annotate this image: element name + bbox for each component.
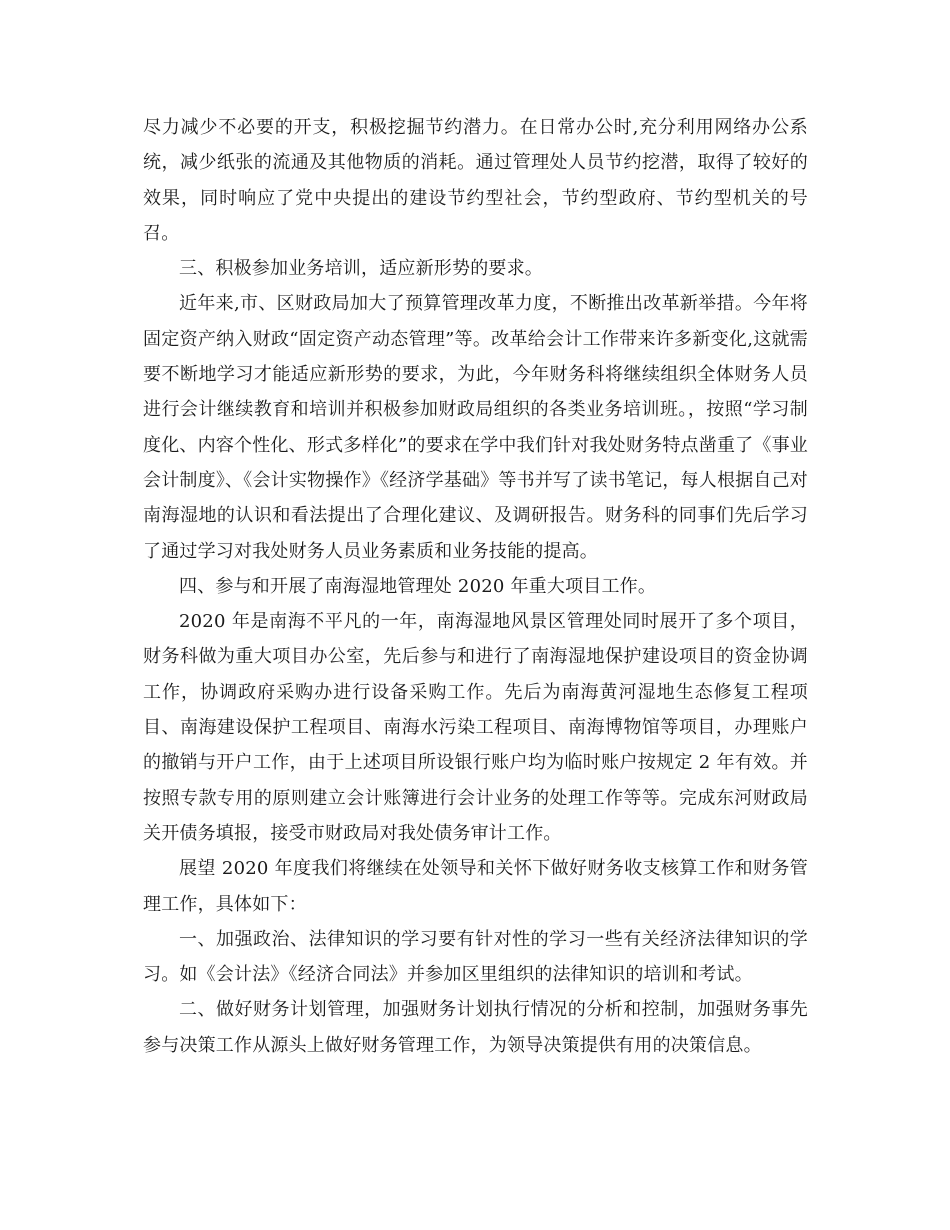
paragraph-continuation: 尽力减少不必要的开支，积极挖掘节约潜力。在日常办公时,充分利用网络办公系统，减少纸张的流通及其他物质的消耗。通过管理处人员节约挖潜，取得了较好的效果，同时响应了党中央提出的建设节约型社会，节约型政府、节约型机关的号召。 [143, 117, 808, 244]
section-heading-4: 四、参与和开展了南海湿地管理处 2020 年重大项目工作。 [179, 575, 657, 597]
paragraph-training: 近年来,市、区财政局加大了预算管理改革力度，不断推出改革新举措。今年将固定资产纳入财政“固定资产动态管理”等。改革给会计工作带来许多新变化,这就需要不断地学习才能适应新形势的要求，为此，今年财务科将继续组织全体财务人员进行会计继续教育和培训并积极参加财政局组织的各类业务培训班。，按照“学习制度化、内容个性化、形式多样化”的要求在学中我们针对我处财务特点凿重了《事业会计制度》、《会计实物操作》《经济学基础》等书并写了读书笔记，每人根据自己对南海湿地的认识和看法提出了合理化建议、及调研报告。财务科的同事们先后学习了通过学习对我处财务人员业务素质和业务技能的提高。 [143, 293, 808, 562]
paragraph-outlook: 展望 2020 年度我们将继续在处领导和关怀下做好财务收支核算工作和财务管理工作，具体如下： [143, 858, 808, 915]
document-body [143, 110, 808, 1063]
paragraph-projects: 2020 年是南海不平凡的一年，南海湿地风景区管理处同时展开了多个项目，财务科做为重大项目办公室，先后参与和进行了南海湿地保护建设项目的资金协调工作，协调政府采购办进行设备采购工作。先后为南海黄河湿地生态修复工程项目、南海建设保护工程项目、南海水污染工程项目、南海博物馆等项目，办理账户的撤销与开户工作，由于上述项目所设银行账户均为临时账户按规定 2 年有效。并按照专款专用的原则建立会计账簿进行会计业务的处理工作等等。完成东河财政局关开债务填报，接受市财政局对我处债务审计工作。 [143, 611, 808, 844]
plan-item-1: 一、加强政治、法律知识的学习要有针对性的学习一些有关经济法律知识的学习。如《会计法》《经济合同法》并参加区里组织的法律知识的培训和考试。 [143, 928, 808, 986]
section-heading-3: 三、积极参加业务培训，适应新形势的要求。 [179, 258, 543, 280]
plan-item-2: 二、做好财务计划管理，加强财务计划执行情况的分析和控制，加强财务事先参与决策工作从源头上做好财务管理工作，为领导决策提供有用的决策信息。 [143, 999, 808, 1056]
